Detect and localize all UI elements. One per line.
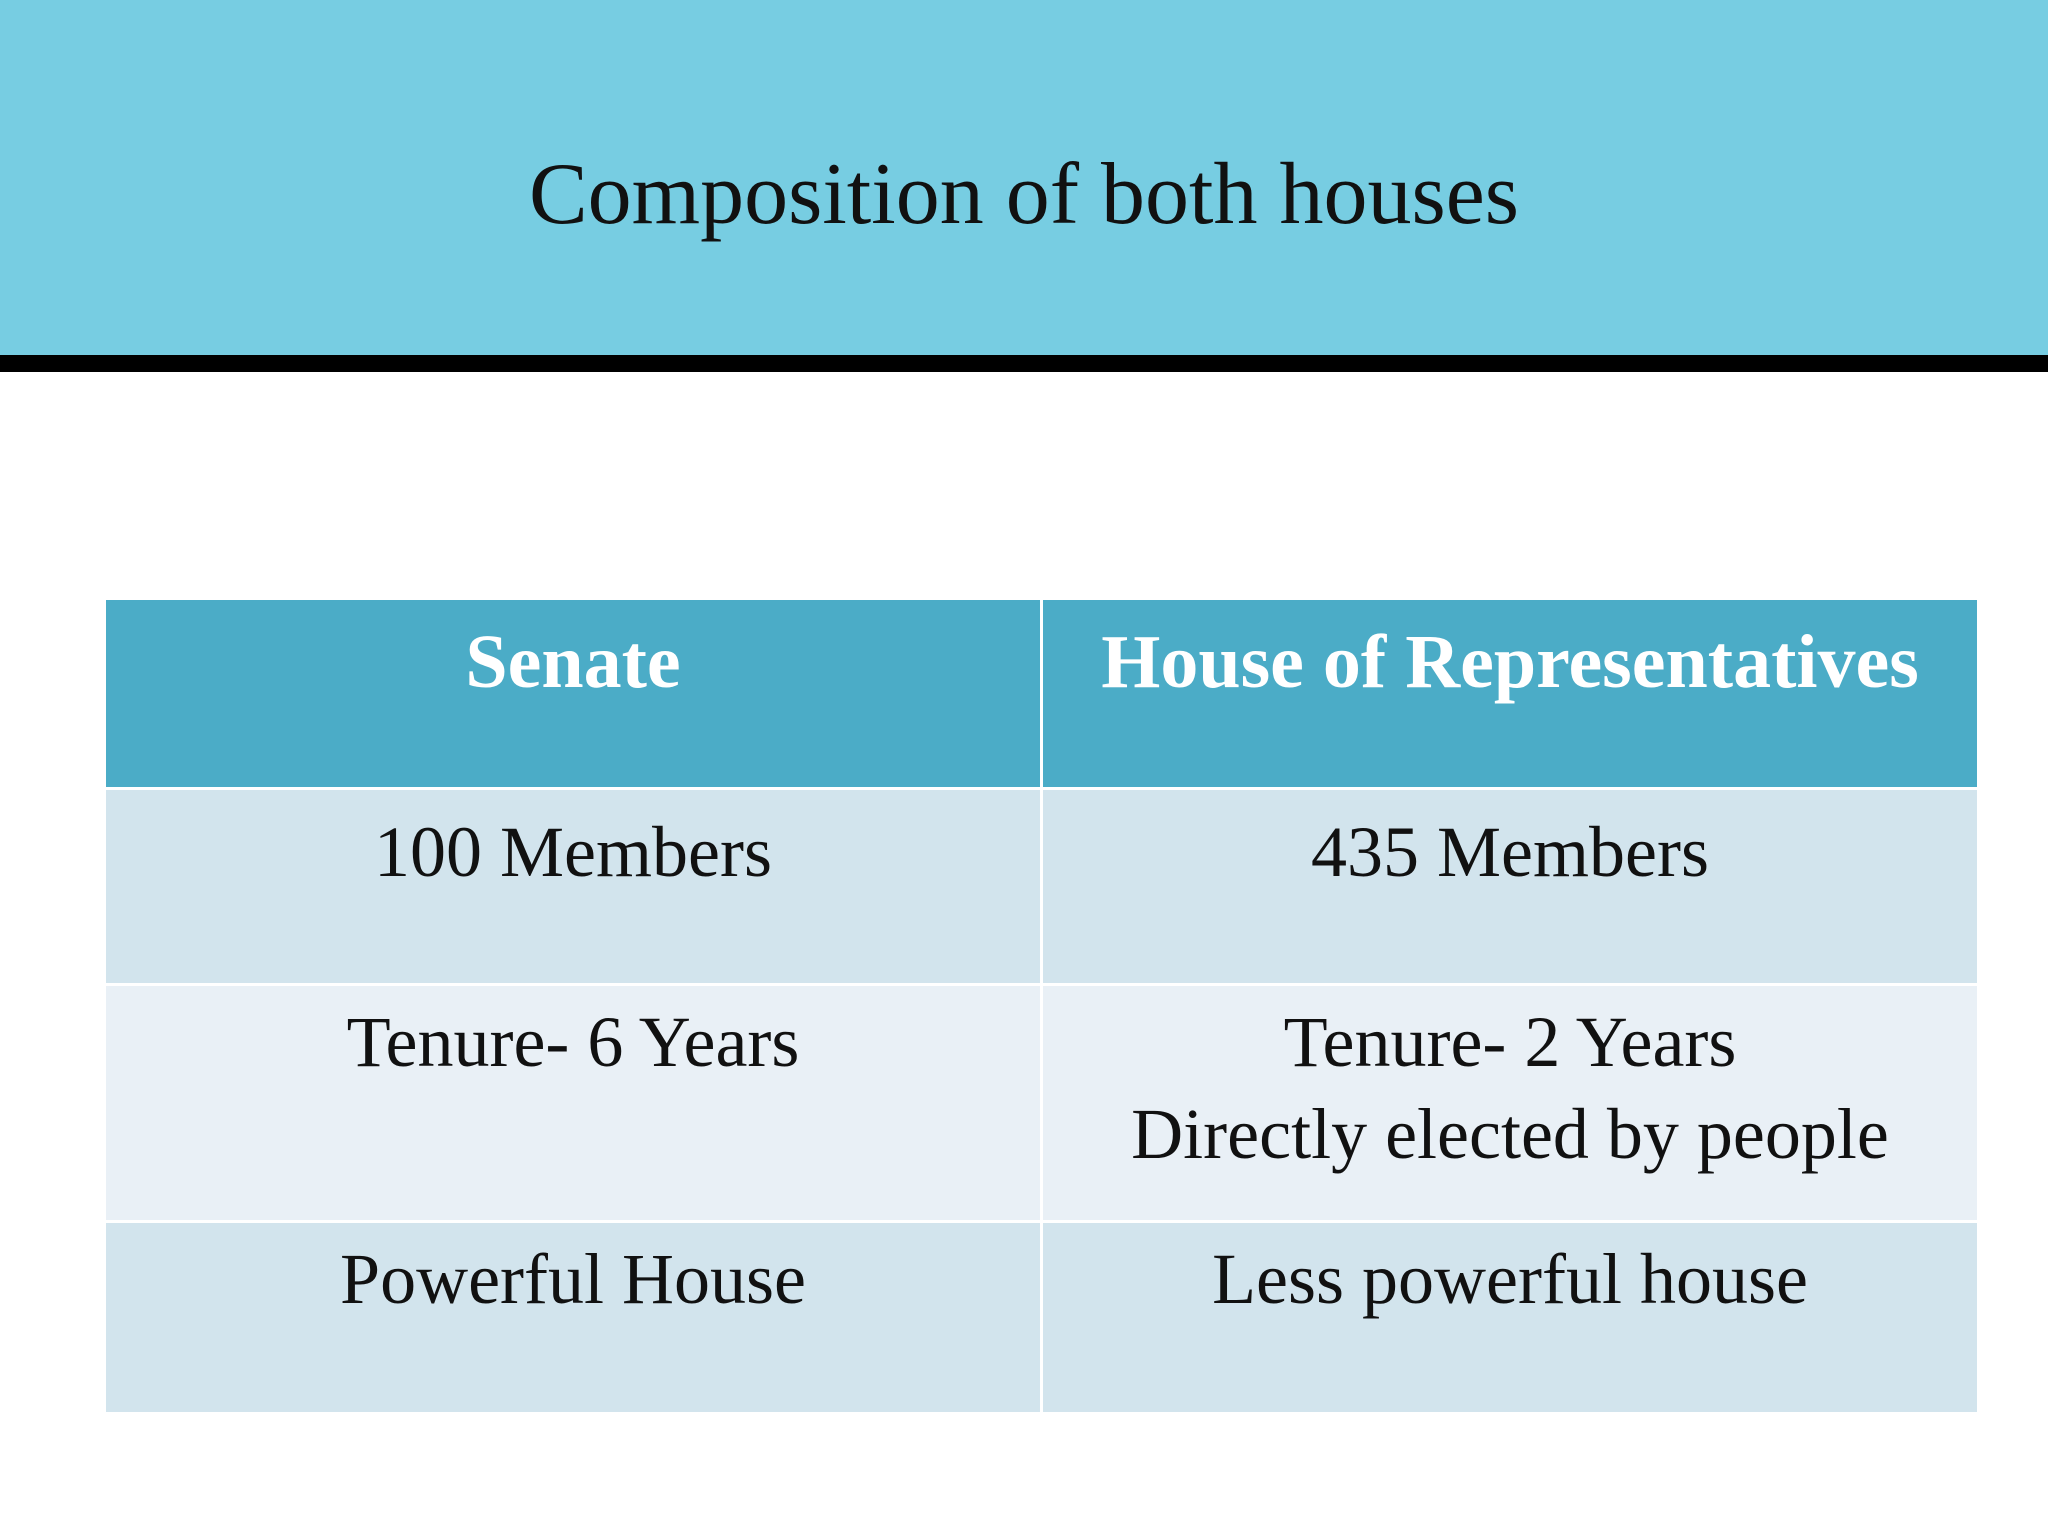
house-tenure-line: Tenure- 2 Years bbox=[1283, 1002, 1737, 1082]
house-members-cell: 435 Members bbox=[1042, 789, 1979, 985]
header-house-of-representatives: House of Representatives bbox=[1042, 599, 1979, 789]
header-senate: Senate bbox=[105, 599, 1042, 789]
header-divider bbox=[0, 355, 2048, 372]
senate-members-cell: 100 Members bbox=[105, 789, 1042, 985]
senate-tenure-cell: Tenure- 6 Years bbox=[105, 985, 1042, 1222]
table-body bbox=[105, 789, 1979, 1414]
house-power-cell: Less powerful house bbox=[1042, 1222, 1979, 1414]
table-head bbox=[105, 599, 1979, 789]
house-tenure-cell bbox=[1042, 985, 1979, 1222]
table-row bbox=[105, 789, 1979, 985]
house-election-line: Directly elected by people bbox=[1131, 1094, 1889, 1174]
slide-title: Composition of both houses bbox=[528, 146, 1520, 243]
comparison-table bbox=[103, 597, 1980, 1415]
senate-power-cell: Powerful House bbox=[105, 1222, 1042, 1414]
table-row bbox=[105, 1222, 1979, 1414]
table-row bbox=[105, 985, 1979, 1222]
table-header-row bbox=[105, 599, 1979, 789]
comparison-table-container bbox=[103, 597, 1980, 1415]
